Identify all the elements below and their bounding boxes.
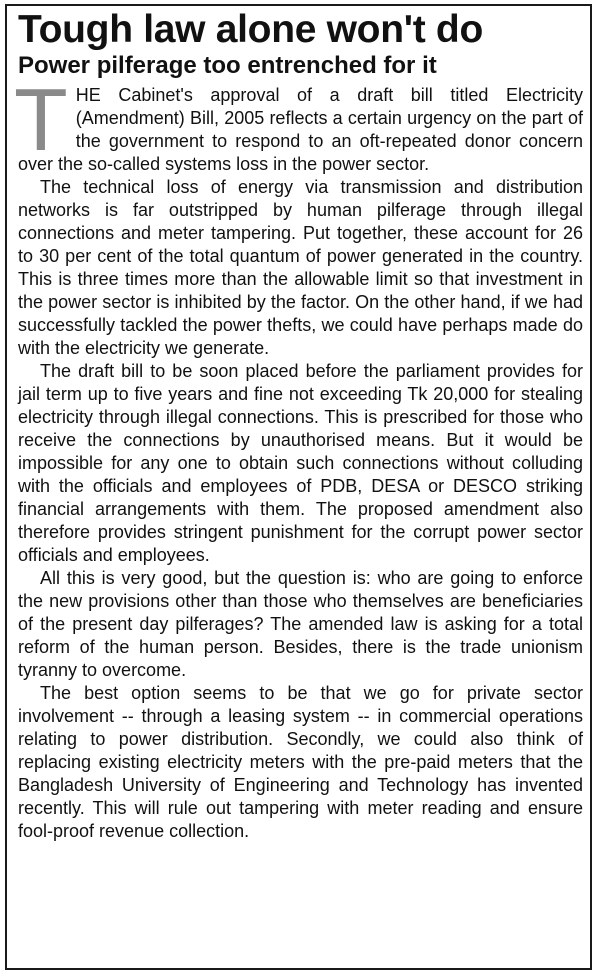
- paragraph-3: The draft bill to be soon placed before the parliament provides for jail term up to five years and fine not exceeding Tk 20,000 for stealing electricity through illegal connections. This is prescribed for those who receive the connections by unauthorised means. But it would be impossible for any one to obtain such connections without colluding with the officials and employees of PDB, DESA or DESCO striking financial arrangements with them. The proposed amendment also therefore provides stringent punishment for the corrupt power sector officials and employees.: [18, 361, 583, 565]
- paragraph-1: [14, 70, 583, 176]
- subheadline: Power pilferage too entrenched for it: [18, 52, 437, 79]
- article-body: [14, 70, 583, 843]
- paragraph-4: All this is very good, but the question is: who are going to enforce the new provisions other than those who themselves are beneficiaries of the present day pilferages? The amended law is asking for a total reform of the human person. Besides, there is the trade unionism tyranny to overcome.: [18, 568, 583, 680]
- editorial-article: [14, 8, 583, 843]
- drop-cap: T: [14, 70, 68, 169]
- paragraph-5: The best option seems to be that we go for private sector involvement -- through a leasing system -- in commercial operations relating to power distribution. Secondly, we could also think of replacing existing electricity meters with the pre-paid meters that the Bangladesh University of Engineering and Technology has invented recently. This will rule out tampering with meter reading and ensure fool-proof revenue collection.: [18, 683, 583, 841]
- headline: Tough law alone won't do: [18, 8, 483, 51]
- paragraph-1-text: HE Cabinet's approval of a draft bill titled Electricity (Amendment) Bill, 2005 reflects a certain urgency on the part of the government to respond to an oft-repeated donor concern over the so-called systems loss in the power sector.: [18, 85, 583, 174]
- paragraph-2: The technical loss of energy via transmission and distribution networks is far outstripped by human pilferage through illegal connections and meter tampering. Put together, these account for 26 to 30 per cent of the total quantum of power generated in the country. This is three times more than the allowable limit so that investment in the power sector is inhibited by the factor. On the other hand, if we had successfully tackled the power thefts, we could have perhaps made do with the electricity we generate.: [18, 177, 583, 358]
